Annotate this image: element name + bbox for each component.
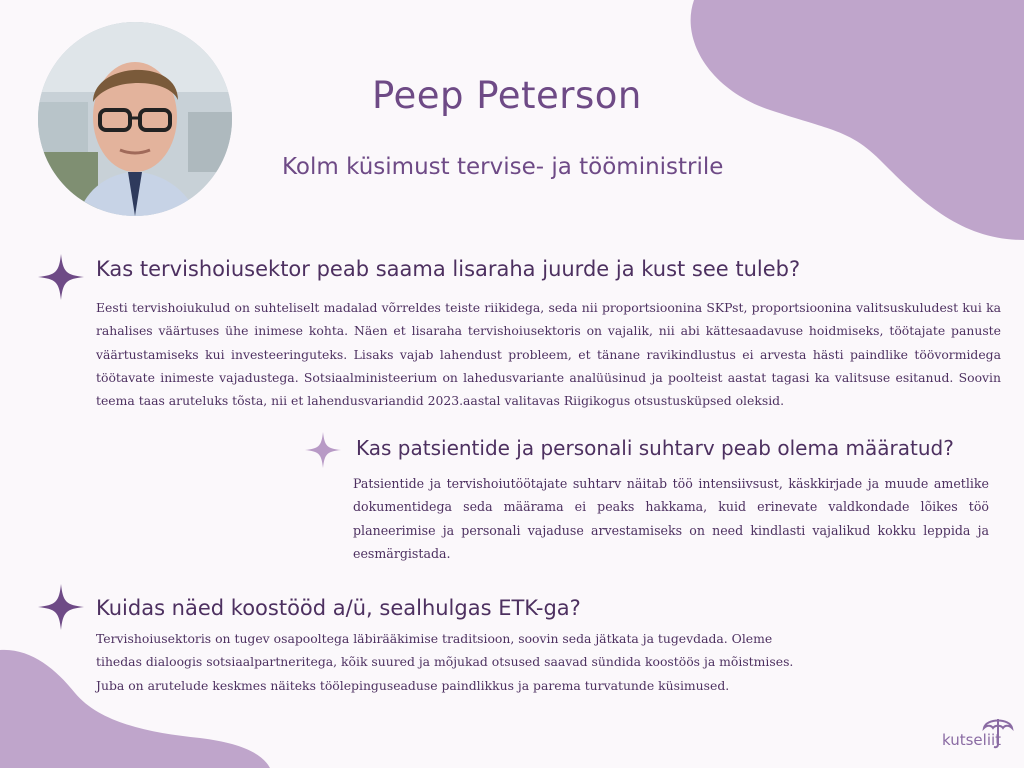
question-1-title: Kas tervishoiusektor peab saama lisaraha juurde ja kust see tuleb? — [96, 257, 801, 281]
question-2-answer: Patsientide ja tervishoiutöötajate suhtarv näitab töö intensiivsust, käskkirjade ja muude ametlike dokumentidega seda määrama ei peaks hakkama, kuid erinevate valdkondade lõikes töö planeerimise ja personali vajaduse arvestamiseks on need kindlasti vajalikud kokku leppida ja eesmärgistada. — [353, 476, 989, 561]
question-3-title: Kuidas näed koostööd a/ü, sealhulgas ETK-ga? — [96, 596, 581, 620]
page-subtitle: Kolm küsimust tervise- ja tööministrile — [282, 154, 724, 180]
kutseliit-logo — [942, 714, 1014, 758]
question-2-title: Kas patsientide ja personali suhtarv peab olema määratud? — [356, 436, 954, 460]
umbrella-icon — [982, 714, 1014, 750]
portrait-photo — [38, 22, 232, 216]
logo-text: kutseliit — [942, 731, 1002, 749]
sparkle-star-icon — [38, 584, 84, 630]
decorative-blob-top-right — [680, 0, 1024, 245]
question-1-answer: Eesti tervishoiukulud on suhteliselt madalad võrreldes teiste riikidega, seda nii proportsioonina SKPst, proportsioonina valitsuskuludest kui ka rahalises väärtuses ühe inimese kohta. Näen et lisaraha tervishoiusektoris on vajalik, nii abi kättesaadavuse hoidmiseks, töötajate panuste väärtustamiseks kui investeeringuteks. Lisaks vajab lahendust probleem, et tänane ravikindlustus ei arvesta hästi paindlike töövormidega töötavate inimeste vajadustega. Sotsiaalministeerium on lahedusvariante analüüsinud ja poolteist aastat tagasi ka valitsuse esitanud. Soovin teema taas aruteluks tõsta, nii et lahendusvariandid 2023.aastal valitavas Riigikogus otsustusküpsed oleksid. — [96, 300, 1001, 409]
sparkle-star-icon — [305, 432, 341, 468]
person-name: Peep Peterson — [372, 74, 642, 117]
sparkle-star-icon — [38, 254, 84, 300]
question-3-answer: Tervishoiusektoris on tugev osapooltega läbirääkimise traditsioon, soovin seda jätkata ja tugevdada. Oleme tihedas dialoogis sotsiaalpartneritega, kõik suured ja mõjukad otsused saavad sündida koostöös ja mõistmises. Juba on arutelude keskmes näiteks töölepinguseaduse paindlikkus ja parema turvatunde küsimused. — [96, 631, 794, 693]
